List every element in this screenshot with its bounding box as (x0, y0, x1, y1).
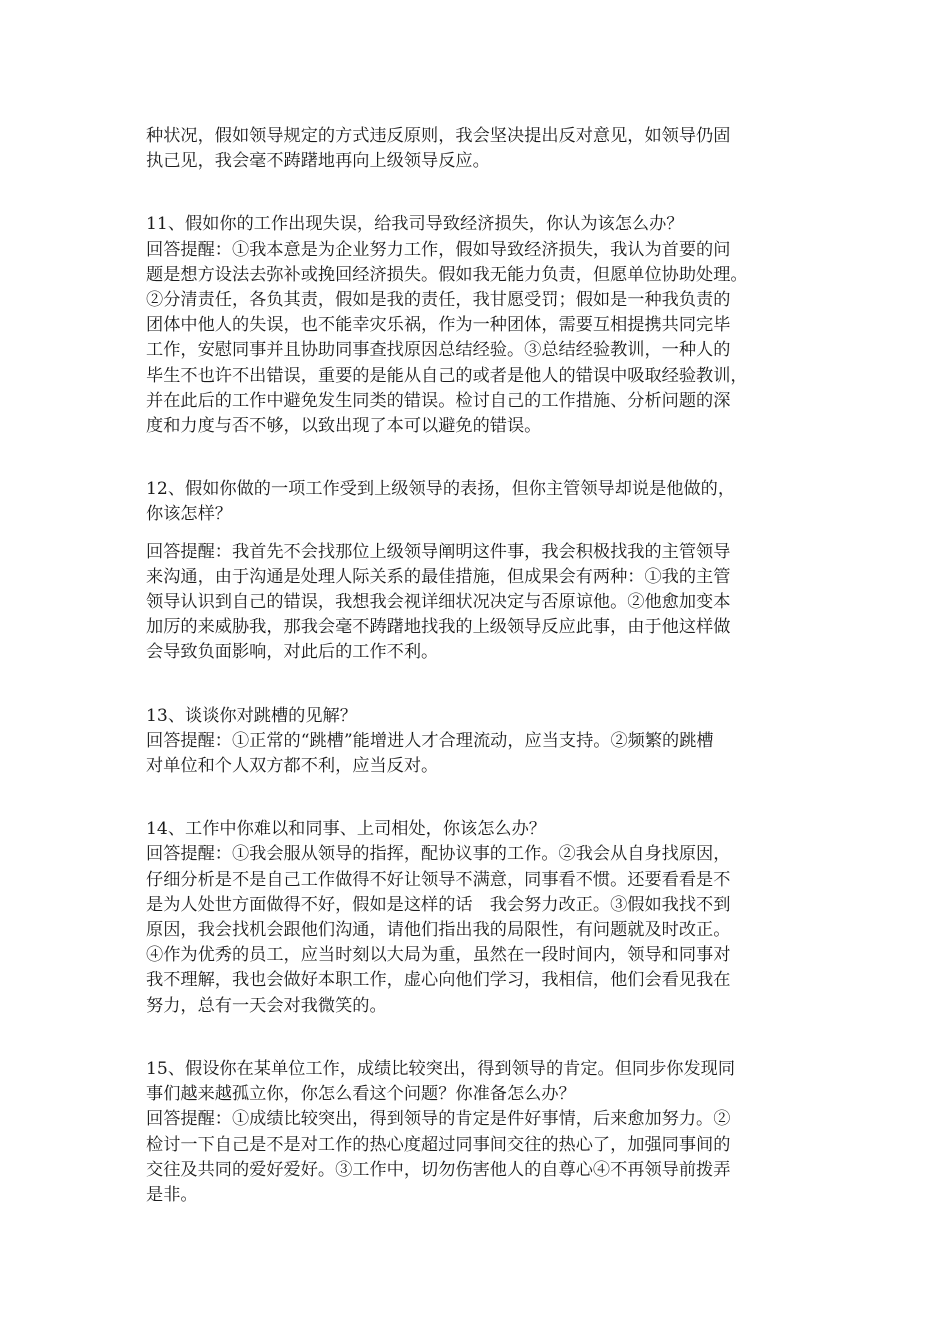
answer-line: 毕生不也许不出错误，重要的是能从自己的或者是他人的错误中吸取经验教训， (146, 365, 748, 386)
answer-line: 对单位和个人双方都不利，应当反对。 (146, 756, 439, 777)
answer-line: 会导致负面影响，对此后的工作不利。 (146, 642, 439, 663)
question-13-block (146, 704, 814, 780)
answer-line: 度和力度与否不够，以致出现了本可以避免的错误。 (146, 416, 542, 437)
answer-line: 回答提醒：①我会服从领导的指挥，配协议事的工作。②我会从自身找原因， (146, 844, 731, 865)
question-15: 事们越来越孤立你，你怎么看这个问题？你准备怎么办？ (146, 1084, 576, 1105)
answer-line: 来沟通，由于沟通是处理人际关系的最佳措施，但成果会有两种：①我的主管 (146, 566, 731, 587)
question-12: 你该怎样？ (146, 504, 232, 525)
document-page (146, 124, 814, 1208)
answer-line: 是为人处世方面做得不好，假如是这样的话 我会努力改正。③假如我找不到 (146, 894, 731, 915)
question-11: 11、假如你的工作出现失误，给我司导致经济损失，你认为该怎么办？ (146, 214, 684, 235)
answer-line: 加厉的来威胁我，那我会毫不踌躇地找我的上级领导反应此事，由于他这样做 (146, 617, 731, 638)
intro-line: 执己见，我会毫不踌躇地再向上级领导反应。 (146, 151, 490, 172)
answer-line: 努力，总有一天会对我微笑的。 (146, 995, 387, 1016)
answer-line: ②分清责任，各负其责，假如是我的责任，我甘愿受罚；假如是一种我负责的 (146, 290, 731, 311)
answer-line: 交往及共同的爱好爱好。③工作中，切勿伤害他人的自尊心④不再领导前拨弄 (146, 1159, 731, 1180)
answer-line: 回答提醒：①我本意是为企业努力工作，假如导致经济损失，我认为首要的问 (146, 239, 731, 260)
question-14-block (146, 817, 814, 1019)
answer-line: ④作为优秀的员工，应当时刻以大局为重，虽然在一段时间内，领导和同事对 (146, 945, 731, 966)
answer-line: 回答提醒：我首先不会找那位上级领导阐明这件事，我会积极找我的主管领导 (146, 541, 731, 562)
answer-line: 检讨一下自己是不是对工作的热心度超过同事间交往的热心了，加强同事间的 (146, 1134, 731, 1155)
answer-line: 回答提醒：①成绩比较突出，得到领导的肯定是件好事情，后来愈加努力。② (146, 1109, 731, 1130)
answer-line: 是非。 (146, 1184, 198, 1205)
question-12: 12、假如你做的一项工作受到上级领导的表扬，但你主管领导却说是他做的， (146, 479, 736, 500)
intro-line: 种状况，假如领导规定的方式违反原则，我会坚决提出反对意见，如领导仍固 (146, 126, 731, 146)
answer-line: 领导认识到自己的错误，我想我会视详细状况决定与否原谅他。②他愈加变本 (146, 592, 731, 613)
answer-line: 仔细分析是不是自己工作做得不好让领导不满意，同事看不惯。还要看看是不 (146, 869, 731, 890)
question-11-block (146, 212, 814, 439)
question-15: 15、假设你在某单位工作，成绩比较突出，得到领导的肯定。但同步你发现同 (146, 1058, 736, 1079)
question-14: 14、工作中你难以和同事、上司相处，你该怎么办？ (146, 819, 546, 840)
question-13: 13、谈谈你对跳槽的见解？ (146, 705, 357, 726)
answer-line: 回答提醒：①正常的“跳槽”能增进人才合理流动，应当支持。②频繁的跳槽 (146, 730, 714, 751)
intro-paragraph (146, 124, 814, 174)
answer-line: 题是想方设法去弥补或挽回经济损失。假如我无能力负责，但愿单位协助处理。 (146, 264, 748, 285)
answer-line: 并在此后的工作中避免发生同类的错误。检讨自己的工作措施、分析问题的深 (146, 390, 731, 411)
answer-line: 工作，安慰同事并且协助同事查找原因总结经验。③总结经验教训，一种人的 (146, 340, 731, 361)
answer-line: 我不理解，我也会做好本职工作，虚心向他们学习，我相信，他们会看见我在 (146, 970, 731, 991)
question-12-block (146, 477, 814, 665)
answer-line: 原因，我会找机会跟他们沟通，请他们指出我的局限性，有问题就及时改正。 (146, 920, 731, 941)
answer-line: 团体中他人的失误，也不能幸灾乐祸，作为一种团体，需要互相提携共同完毕 (146, 315, 731, 336)
question-15-block (146, 1057, 814, 1208)
